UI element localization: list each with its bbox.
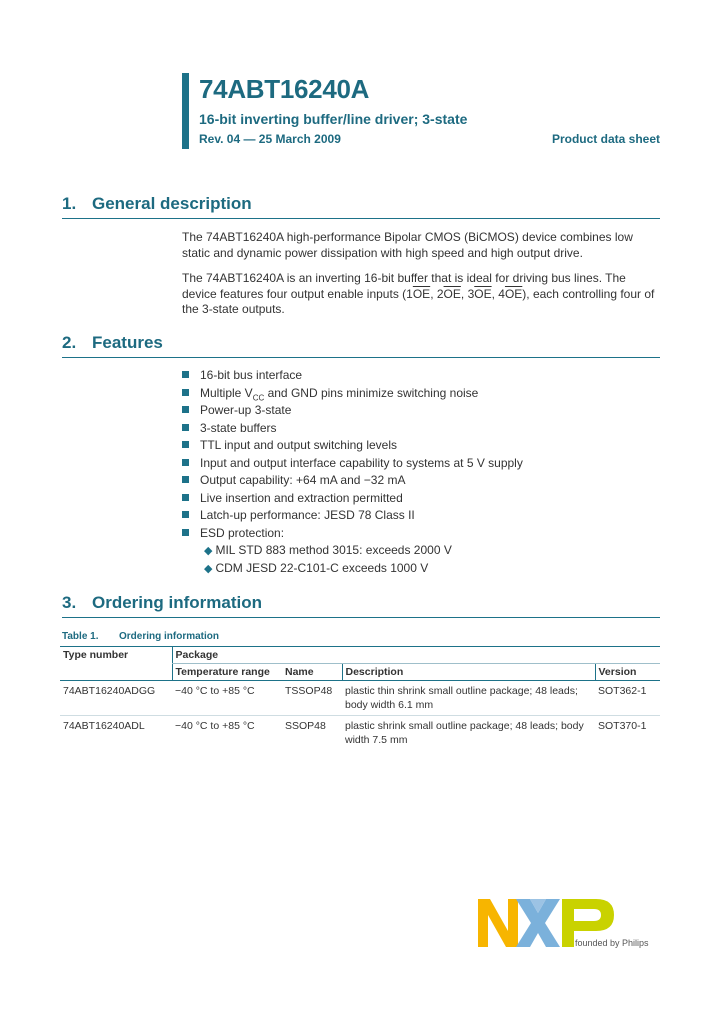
- feature-item: [182, 490, 403, 507]
- bullet-square-icon: [182, 529, 189, 536]
- feature-text: ESD protection:: [200, 525, 285, 540]
- document-title: 74ABT16240A: [199, 74, 370, 104]
- oe4-digit: 4: [498, 286, 505, 301]
- feature-item: [182, 472, 405, 489]
- feature-item: [182, 507, 415, 524]
- table-title: Ordering information: [119, 631, 219, 642]
- section-number: 2.: [62, 333, 77, 352]
- feature-text: 16-bit bus interface: [200, 368, 303, 382]
- header-description: Description: [342, 664, 595, 681]
- logo-tagline: founded by Philips: [575, 938, 649, 948]
- feature-text: Output capability: +64 mA and −32 mA: [200, 473, 406, 487]
- bullet-square-icon: [182, 371, 189, 378]
- cell-version: SOT370-1: [598, 720, 647, 732]
- bullet-square-icon: [182, 406, 189, 413]
- feature-text: Latch-up performance: JESD 78 Class II: [200, 508, 415, 522]
- section-ordering-heading: [62, 593, 660, 618]
- cell-name: TSSOP48: [282, 681, 342, 716]
- bullet-square-icon: [182, 441, 189, 448]
- table-header-row: [60, 647, 660, 664]
- header-name: Name: [282, 664, 342, 681]
- cell-description: plastic shrink small outline package; 48 leads; body width 7.5 mm: [345, 720, 584, 746]
- feature-text: TTL input and output switching levels: [200, 438, 397, 452]
- cell-temp: −40 °C to +85 °C: [172, 681, 282, 716]
- diamond-bullet-icon: ◆: [204, 545, 213, 557]
- oe3-signal: $\overline{OE}$: [474, 286, 492, 301]
- general-paragraph-1: The 74ABT16240A high-performance Bipolar CMOS (BiCMOS) device combines low static and dynamic power dissipation with high speed and high output drive.: [182, 230, 633, 260]
- diamond-bullet-icon: ◆: [204, 562, 213, 575]
- feature-item: [182, 455, 523, 472]
- feature-text: Multiple V: [200, 385, 253, 400]
- oe1-signal: $\overline{OE}$: [412, 286, 431, 301]
- section-title: General description: [92, 194, 252, 213]
- table-label: Table 1.: [62, 631, 99, 642]
- bullet-square-icon: [182, 511, 189, 518]
- header-accent-bar: [182, 73, 189, 149]
- header-type-number: Type number: [60, 647, 172, 681]
- revision-info: Rev. 04 — 25 March 2009: [199, 132, 341, 146]
- cell-type: 74ABT16240ADL: [63, 720, 145, 732]
- feature-item: [182, 525, 284, 542]
- section-title: Features: [92, 333, 163, 352]
- cell-temp: −40 °C to +85 °C: [175, 720, 255, 732]
- esd-text: CDM JESD 22-C101-C exceeds 1000 V: [215, 560, 429, 575]
- feature-text: Input and output interface capability to systems at 5 V supply: [200, 455, 523, 470]
- oe2-signal: $\overline{OE}$: [443, 286, 461, 301]
- bullet-square-icon: [182, 494, 189, 501]
- bullet-square-icon: [182, 424, 189, 431]
- table-caption: [62, 631, 219, 642]
- bullet-square-icon: [182, 476, 189, 483]
- oe2-digit: 2: [436, 286, 444, 301]
- oe3-digit: 3: [467, 286, 475, 301]
- feature-item: [182, 437, 397, 454]
- table-row: [60, 681, 660, 716]
- p2-end: ), each controlling four of the 3-state outputs.: [182, 286, 655, 316]
- ordering-table: [60, 646, 660, 750]
- table-row: [60, 716, 660, 751]
- header-temperature: Temperature range: [172, 664, 282, 681]
- feature-item: [182, 420, 277, 437]
- p2-start: The 74ABT16240A is an inverting 16-bit buffer that is ideal for driving bus lines. The device features four output enable inputs (: [182, 271, 626, 301]
- feature-item: [182, 402, 291, 419]
- document-type: Product data sheet: [551, 132, 660, 146]
- vcc-subscript: CC: [252, 392, 265, 402]
- feature-text: 3-state buffers: [200, 420, 277, 435]
- section-title: Ordering information: [92, 593, 262, 612]
- oe4-signal: $\overline{OE}$: [504, 286, 523, 301]
- esd-sub-item: [204, 542, 452, 559]
- header-version: Version: [595, 664, 660, 681]
- section-number: 3.: [62, 593, 77, 612]
- feature-text: Live insertion and extraction permitted: [200, 490, 403, 505]
- esd-sub-item: [204, 560, 428, 577]
- section-general-heading: [62, 194, 660, 219]
- section-number: 1.: [62, 194, 77, 213]
- feature-item: [182, 367, 302, 384]
- feature-text-rest: and GND pins minimize switching noise: [264, 385, 479, 400]
- esd-text: MIL STD 883 method 3015: exceeds 2000 V: [215, 543, 452, 557]
- bullet-square-icon: [182, 459, 189, 466]
- header-package: Package: [172, 647, 660, 664]
- feature-item: [182, 385, 478, 402]
- cell-type: 74ABT16240ADGG: [60, 681, 172, 716]
- cell-description: plastic thin shrink small outline package; 48 leads; body width 6.1 mm: [342, 681, 595, 716]
- section-features-heading: [62, 333, 660, 358]
- cell-name: SSOP48: [285, 720, 326, 732]
- oe1-digit: 1: [406, 286, 413, 301]
- bullet-square-icon: [182, 389, 189, 396]
- feature-text: Power-up 3-state: [200, 403, 292, 417]
- general-paragraph-2: The 74ABT16240A is an inverting 16-bit buffer that is ideal for driving bus lines. The device features four output enable inputs ($1\overline{OE}$, $2\overline{OE}$, $3\overline{OE}$, $4\overline{OE}$), each controlling four of the 3-state outputs.: [182, 271, 655, 316]
- cell-version: SOT362-1: [595, 681, 660, 716]
- document-subtitle: 16-bit inverting buffer/line driver; 3-state: [199, 111, 468, 127]
